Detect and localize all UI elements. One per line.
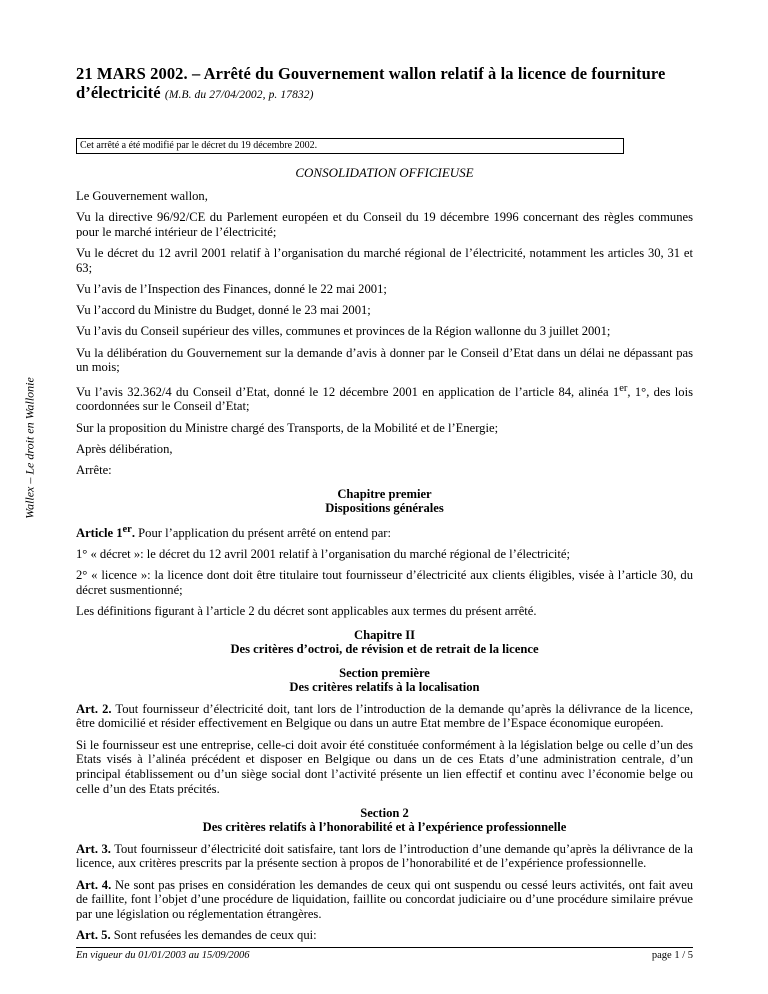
preamble-line: Après délibération, bbox=[76, 441, 173, 456]
preamble-ce-text-end: , 1°, des lois coordonnées sur le Conseil d’Etat; bbox=[76, 384, 693, 414]
preamble-conseil-etat bbox=[76, 382, 693, 415]
article-text: Tout fournisseur d’électricité doit, tant lors de l’introduction de la demande qu’après la délivrance de la licence, être domicilié et résider effectivement en Belgique ou dans un autre Etat membre de l’Espace économique européen. bbox=[76, 701, 693, 731]
modification-notice: Cet arrêté a été modifié par le décret du 19 décembre 2002. bbox=[76, 138, 624, 154]
title-reference: (M.B. du 27/04/2002, p. 17832) bbox=[164, 89, 314, 101]
preamble-line: Arrête: bbox=[76, 463, 112, 478]
footer-validity: En vigueur du 01/01/2003 au 15/09/2006 bbox=[76, 950, 250, 961]
preamble-line: Sur la proposition du Ministre chargé des Transports, de la Mobilité et de l’Energie; bbox=[76, 420, 499, 435]
section-heading bbox=[76, 666, 693, 695]
definition-item: 1° « décret »: le décret du 12 avril 2001 relatif à l’organisation du marché régional de l’électricité; bbox=[76, 547, 571, 562]
article-label: Art. 4. bbox=[76, 877, 112, 892]
article-2-paragraph: Si le fournisseur est une entreprise, celle-ci doit avoir été constituée conformément à la législation belge ou celle d’un des Etats visés à l’alinéa précédent et disposer en Belgique ou dans un de ces Etats d’une administration centrale, d’un principal établissement ou d’un siège social dont l’activité présente un lien effectif et continu avec l’économie belge ou celle d’un des Etats précités. bbox=[76, 737, 693, 796]
section-subtitle: Des critères relatifs à la localisation bbox=[289, 680, 480, 695]
article-label: Article 1er. bbox=[76, 523, 135, 540]
article-text: Pour l’application du présent arrêté on entend par: bbox=[135, 525, 391, 540]
preamble-line: Le Gouvernement wallon, bbox=[76, 188, 208, 203]
section-title: Section 2 bbox=[360, 805, 409, 820]
article-text: Tout fournisseur d’électricité doit satisfaire, tant lors de l’introduction d’une demande qu’après la délivrance de la licence, aux critères prescrits par la présente section à propos de l’honorabilité et de l’expérience professionnelle. bbox=[76, 841, 694, 871]
section-title: Section première bbox=[339, 665, 430, 680]
chapter-subtitle: Des critères d’octroi, de révision et de retrait de la licence bbox=[230, 642, 539, 657]
chapter-heading bbox=[76, 487, 693, 516]
chapter-heading bbox=[76, 628, 693, 657]
preamble-line: Vu l’accord du Ministre du Budget, donné le 23 mai 2001; bbox=[76, 303, 371, 318]
preamble-line: Vu l’avis de l’Inspection des Finances, donné le 22 mai 2001; bbox=[76, 281, 387, 296]
article-label: Art. 3. bbox=[76, 841, 111, 856]
article-1 bbox=[76, 523, 693, 541]
document-body bbox=[76, 166, 693, 950]
preamble-line: Vu le décret du 12 avril 2001 relatif à l’organisation du marché régional de l’électricité, notamment les articles 30, 31 et 63; bbox=[76, 245, 693, 275]
section-subtitle: Des critères relatifs à l’honorabilité et à l’expérience professionnelle bbox=[202, 820, 567, 835]
preamble-ce-sup: er bbox=[619, 382, 628, 394]
definition-item: Les définitions figurant à l’article 2 du décret sont applicables aux termes du présent arrêté. bbox=[76, 604, 537, 619]
article-4 bbox=[76, 878, 693, 922]
preamble-line: Vu l’avis du Conseil supérieur des villes, communes et provinces de la Région wallonne du 3 juillet 2001; bbox=[76, 324, 611, 339]
consolidation-label: CONSOLIDATION OFFICIEUSE bbox=[295, 165, 474, 180]
footer-divider bbox=[76, 947, 693, 948]
definition-item: 2° « licence »: la licence dont doit être titulaire tout fournisseur d’électricité aux clients éligibles, visée à l’article 30, du décret susmentionné; bbox=[76, 568, 693, 598]
preamble-line: Vu la directive 96/92/CE du Parlement européen et du Conseil du 19 décembre 1996 concernant des règles communes pour le marché intérieur de l’électricité; bbox=[76, 209, 693, 239]
article-label: Art. 2. bbox=[76, 701, 112, 716]
article-3 bbox=[76, 842, 693, 872]
page-number: page 1 / 5 bbox=[651, 950, 693, 961]
preamble-line: Vu la délibération du Gouvernement sur la demande d’avis à donner par le Conseil d’Etat dans un délai ne dépassant pas un mois; bbox=[76, 345, 693, 375]
document-title bbox=[76, 64, 693, 105]
article-2 bbox=[76, 702, 693, 732]
article-text: Sont refusées les demandes de ceux qui: bbox=[110, 928, 317, 943]
sidebar-watermark: Wallex – Le droit en Wallonie bbox=[22, 377, 37, 519]
article-5 bbox=[76, 928, 693, 943]
chapter-title: Chapitre premier bbox=[337, 486, 432, 501]
preamble-ce-text: Vu l’avis 32.362/4 du Conseil d’Etat, donné le 12 décembre 2001 en application de l’article 84, alinéa 1 bbox=[76, 384, 620, 399]
article-text: Ne sont pas prises en considération les demandes de ceux qui ont suspendu ou cessé leurs activités, ont fait aveu de faillite, font l’objet d’une procédure de liquidation, faillite ou concordat judiciaire ou d’une procédure similaire prévue par une législation ou réglementation étrangères. bbox=[76, 877, 693, 922]
section-heading bbox=[76, 806, 693, 835]
title-main: 21 MARS 2002. – Arrêté du Gouvernement wallon relatif à la licence de fourniture d’électricité bbox=[76, 64, 666, 102]
chapter-title: Chapitre II bbox=[354, 628, 415, 642]
chapter-subtitle: Dispositions générales bbox=[325, 501, 444, 516]
article-label: Art. 5. bbox=[76, 928, 111, 943]
